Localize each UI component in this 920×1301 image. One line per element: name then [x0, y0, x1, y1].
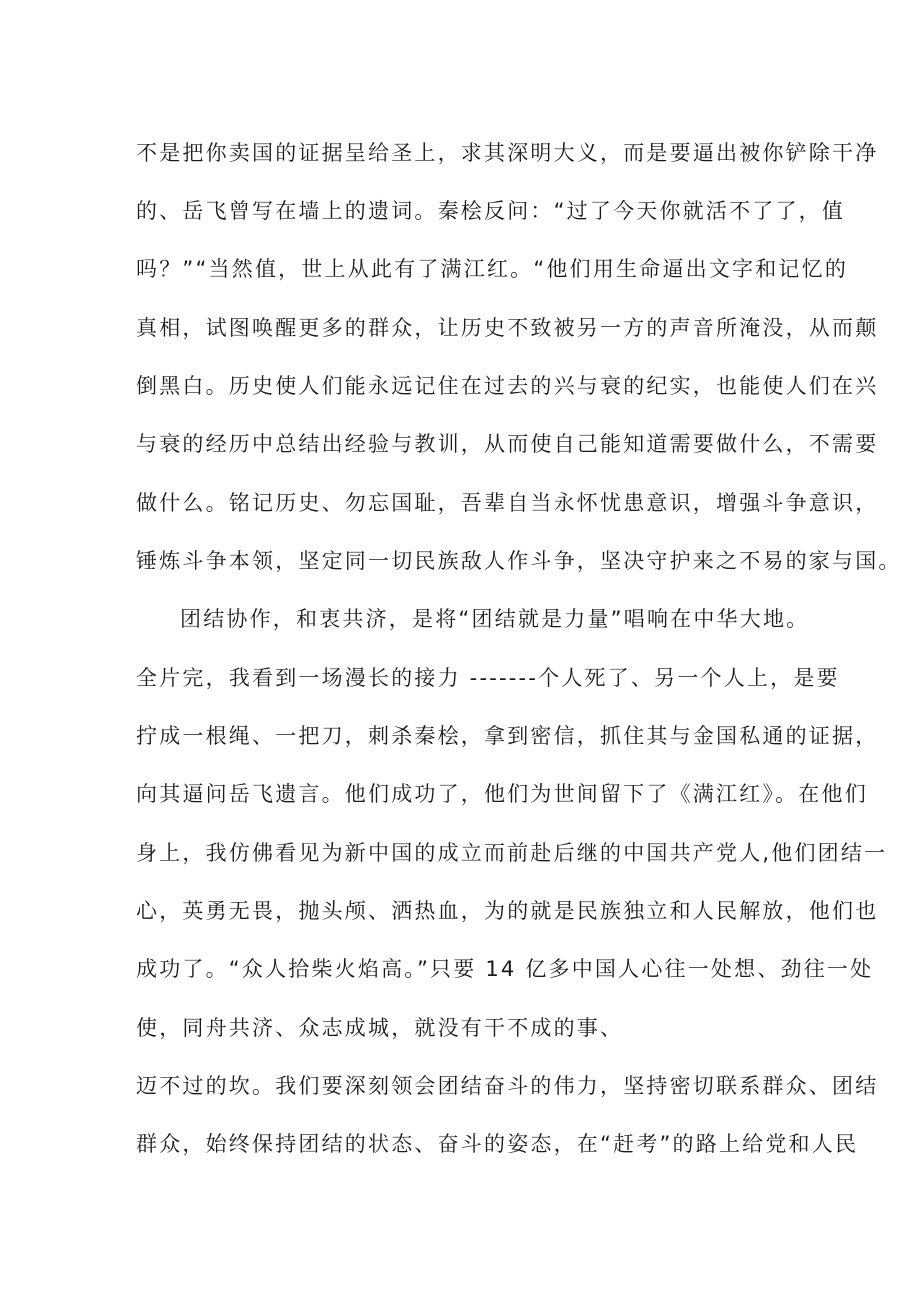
text-line: 拧成一根绳、一把刀，刺杀秦桧，拿到密信，抓住其与金国私通的证据，	[136, 724, 879, 748]
text-line: 身上，我仿佛看见为新中国的成立而前赴后继的中国共产党人,他们团结一	[136, 841, 888, 865]
text-line: 倒黑白。历史使人们能永远记住在过去的兴与衰的纪实，也能使人们在兴	[136, 374, 879, 398]
text-line: 向其逼问岳飞遗言。他们成功了，他们为世间留下了《满江红》。在他们	[136, 782, 868, 806]
text-line: 迈不过的坎。我们要深刻领会团结奋斗的伟力，坚持密切联系群众、团结	[136, 1074, 879, 1098]
paragraph-heading: 团结协作，和衷共济，是将“团结就是力量”唱响在中华大地。	[180, 607, 810, 631]
text-line: 使，同舟共济、众志成城，就没有干不成的事、	[136, 1016, 624, 1040]
text-line: 不是把你卖国的证据呈给圣上，求其深明大义，而是要逼出被你铲除干净	[136, 141, 879, 165]
text-line: 吗？”“当然值，世上从此有了满江红。“他们用生命逼出文字和记忆的	[136, 257, 849, 281]
text-line: 锤炼斗争本领，坚定同一切民族敌人作斗争，坚决守护来之不易的家与国。	[136, 549, 902, 573]
text-line: 做什么。铭记历史、勿忘国耻，吾辈自当永怀忧患意识，增强斗争意识，	[136, 491, 879, 515]
text-line: 心，英勇无畏，抛头颅、洒热血，为的就是民族独立和人民解放，他们也	[136, 899, 879, 923]
text-line: 真相，试图唤醒更多的群众，让历史不致被另一方的声音所淹没，从而颠	[136, 316, 879, 340]
text-line: 与衰的经历中总结出经验与教训，从而使自己能知道需要做什么，不需要	[136, 432, 879, 456]
text-line: 群众，始终保持团结的状态、奋斗的姿态，在“赶考”的路上给党和人民	[136, 1132, 859, 1156]
text-line: 成功了。“众人拾柴火焰高。”只要 14 亿多中国人心往一处想、劲往一处	[136, 957, 874, 981]
text-line: 全片完，我看到一场漫长的接力 -------个人死了、另一个人上，是要	[136, 666, 840, 690]
text-line: 的、岳飞曾写在墙上的遗词。秦桧反问：“过了今天你就活不了了，值	[136, 199, 846, 223]
